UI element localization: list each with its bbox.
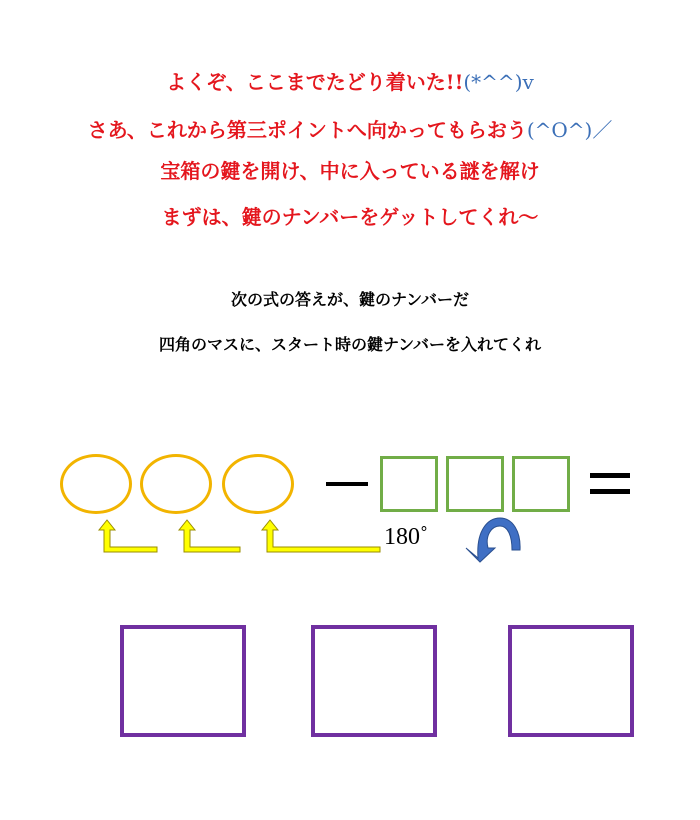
rotation-label: 180˚ bbox=[384, 524, 428, 550]
rotate-arrow-icon bbox=[466, 518, 520, 562]
digit-circle-2 bbox=[140, 454, 212, 514]
yellow-up-arrow-3-icon bbox=[262, 520, 380, 552]
intro-line-2-emoticon: (^O^)／ bbox=[526, 118, 613, 142]
instruction-line-1: 次の式の答えが、鍵のナンバーだ bbox=[230, 290, 470, 309]
digit-circle-3 bbox=[222, 454, 294, 514]
intro-line-4: まずは、鍵のナンバーをゲットしてくれ～ bbox=[161, 205, 539, 229]
arrows-layer bbox=[0, 510, 700, 570]
intro-line-1-text: よくぞ、ここまでたどり着いた!! bbox=[166, 70, 464, 94]
intro-line-1 bbox=[0, 66, 700, 95]
intro-line-3: 宝箱の鍵を開け、中に入っている謎を解け bbox=[160, 159, 540, 183]
answer-box-1 bbox=[120, 625, 246, 737]
intro-line-2 bbox=[0, 114, 700, 143]
green-box-3 bbox=[512, 456, 570, 512]
yellow-up-arrow-1-icon bbox=[99, 520, 157, 552]
green-box-1 bbox=[380, 456, 438, 512]
minus-sign bbox=[326, 482, 368, 486]
instruction-line-2: 四角のマスに、スタート時の鍵ナンバーを入れてくれ bbox=[158, 335, 542, 354]
answer-box-2 bbox=[311, 625, 437, 737]
digit-circle-1 bbox=[60, 454, 132, 514]
intro-line-1-emoticon: (*^^)v bbox=[463, 70, 534, 94]
intro-line-2-text: さあ、これから第三ポイントへ向かってもらおう bbox=[87, 118, 527, 142]
answer-box-3 bbox=[508, 625, 634, 737]
yellow-up-arrow-2-icon bbox=[179, 520, 240, 552]
green-box-2 bbox=[446, 456, 504, 512]
